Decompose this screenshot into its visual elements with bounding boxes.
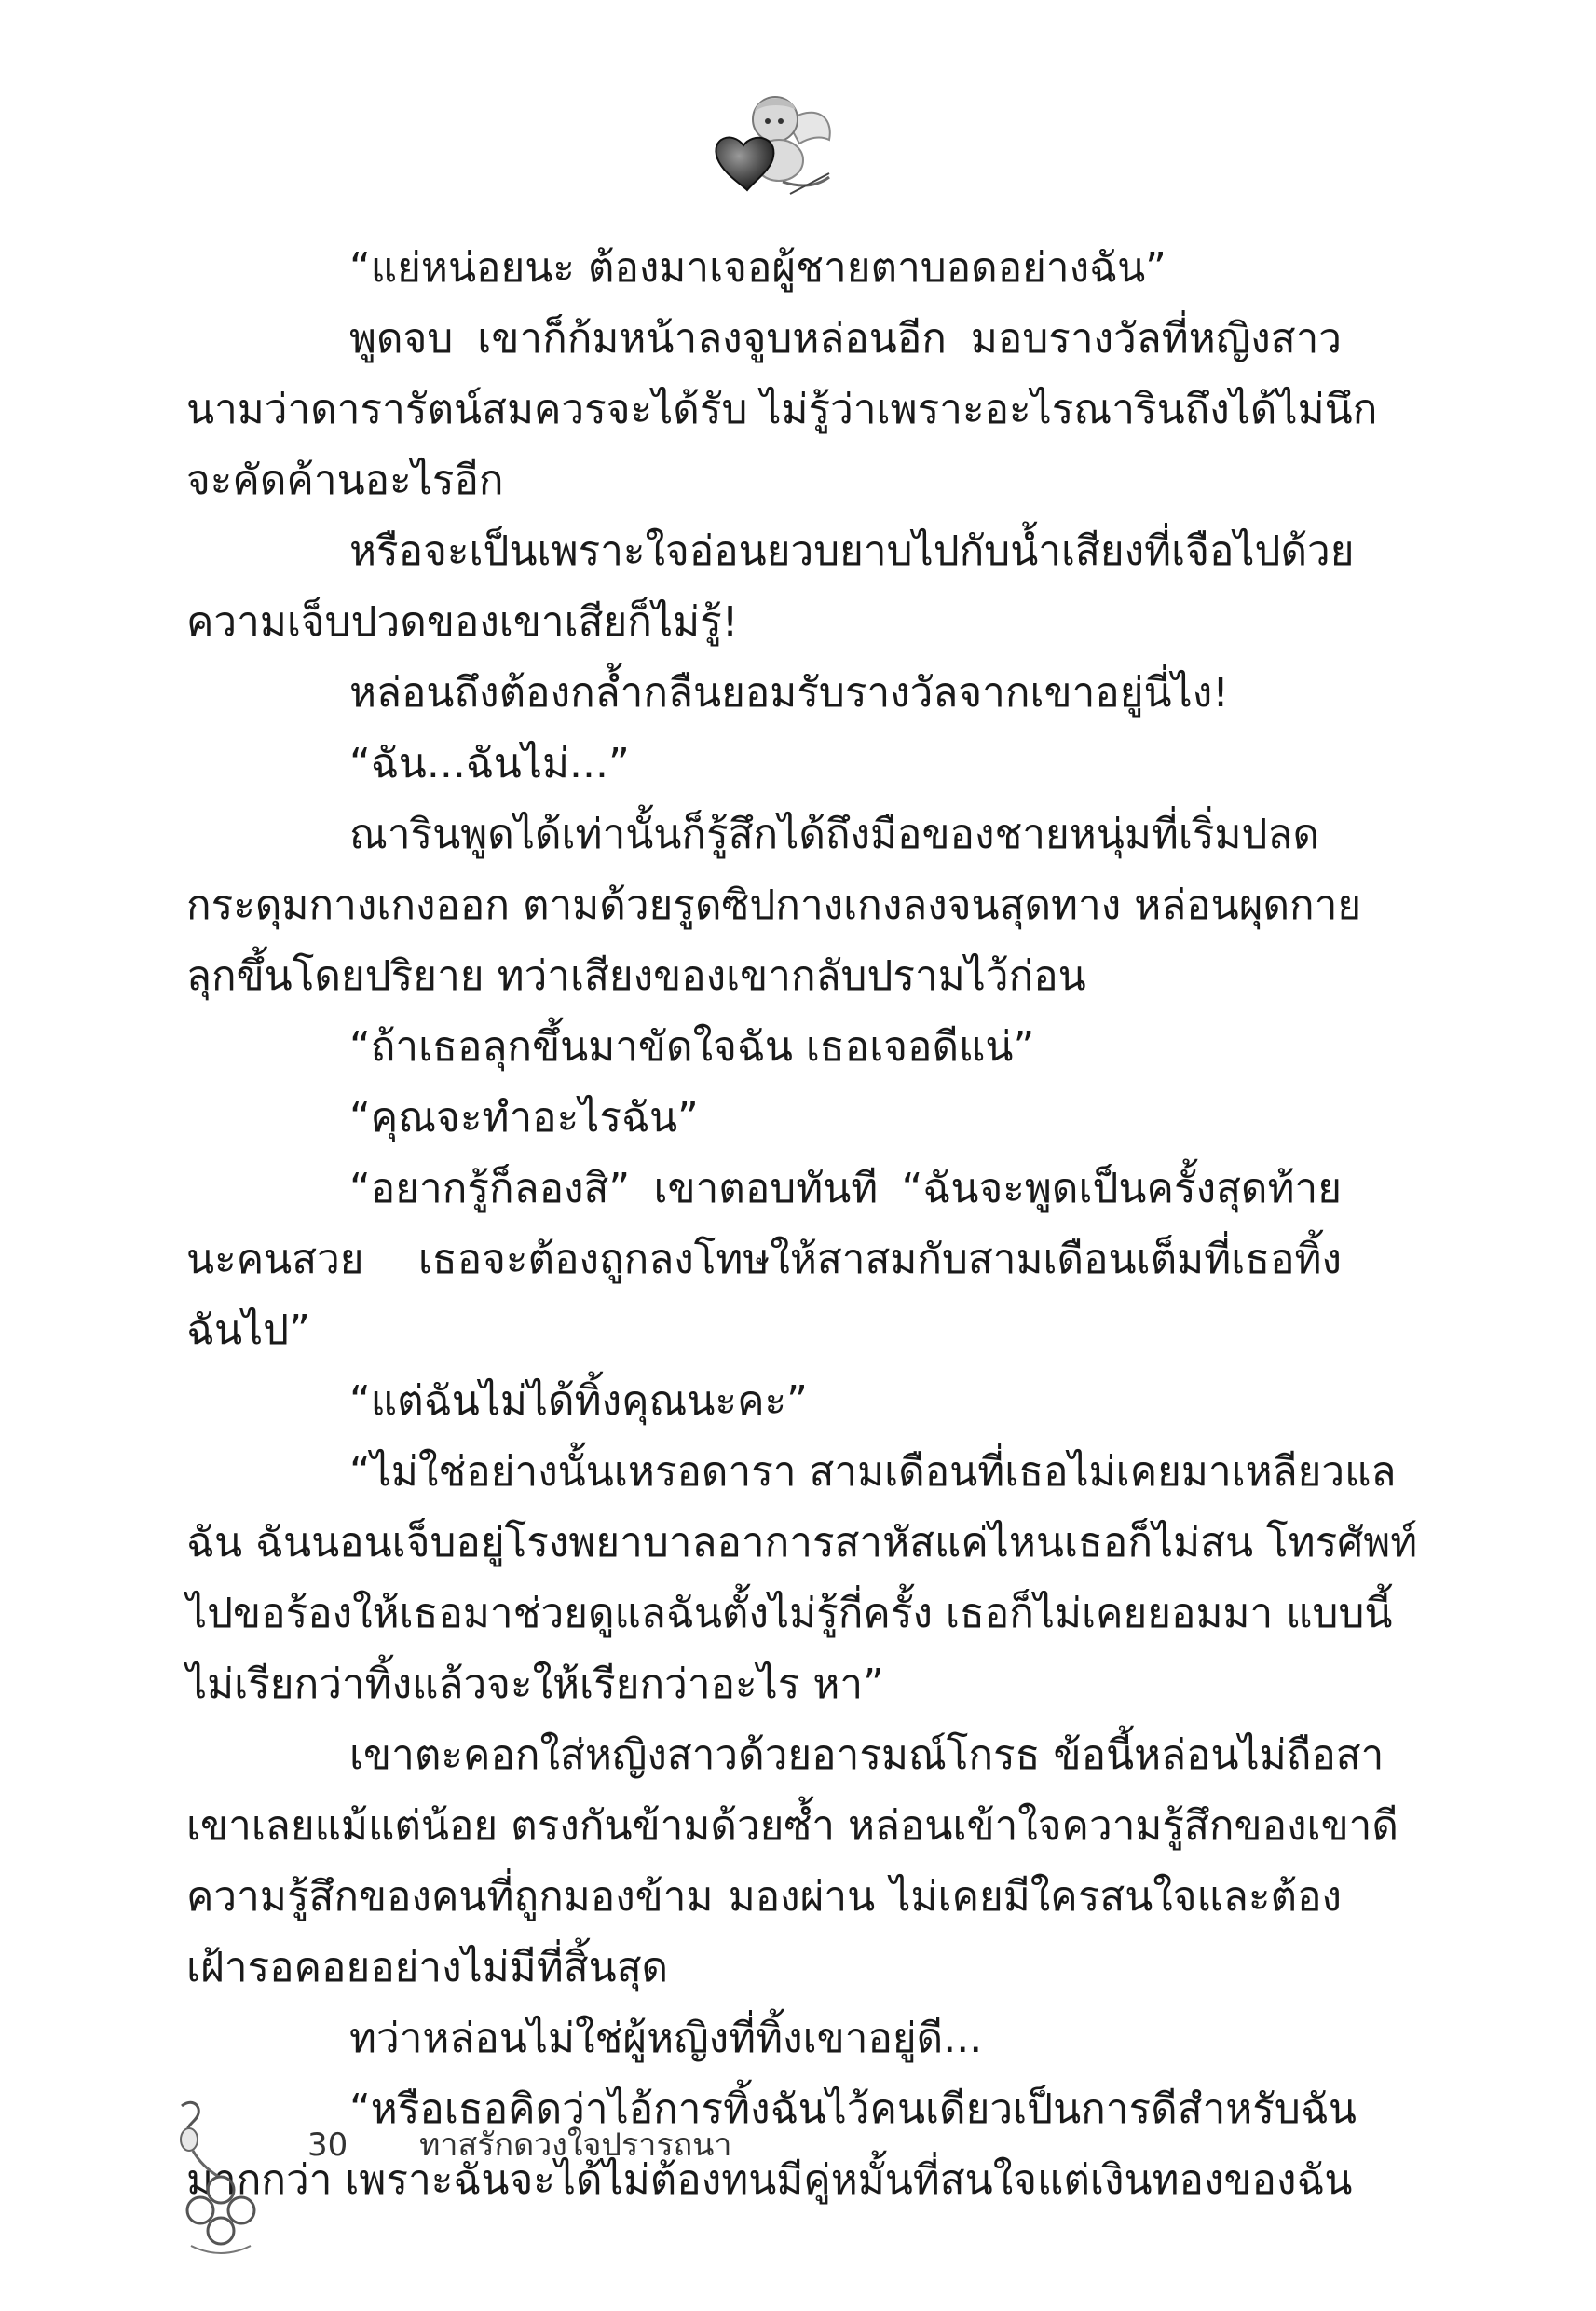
text-line: ความรู้สึกของคนที่ถูกมองข้าม มองผ่าน ไม่เคยมีใครสนใจและต้อง	[186, 1873, 1342, 1921]
text-line: นะคนสวย เธอจะต้องถูกลงโทษให้สาสมกับสามเดือนเต็มที่เธอทิ้ง	[186, 1236, 1342, 1283]
text-line: ความเจ็บปวดของเขาเสียก็ไม่รู้!	[186, 598, 739, 646]
text-line: “คุณจะทำอะไรฉัน”	[349, 1094, 699, 1142]
text-line: ไปขอร้องให้เธอมาช่วยดูแลฉันตั้งไม่รู้กี่ครั้ง เธอก็ไม่เคยยอมมา แบบนี้	[186, 1590, 1393, 1637]
text-line: “อยากรู้ก็ลองสิ” เขาตอบทันที “ฉันจะพูดเป็นครั้งสุดท้าย	[349, 1165, 1342, 1212]
body-text	[186, 233, 1418, 2216]
text-line: หล่อนถึงต้องกล้ำกลืนยอมรับรางวัลจากเขาอยู่นี่ไง!	[349, 669, 1229, 717]
text-line: “ฉัน...ฉันไม่...”	[349, 740, 630, 787]
text-line: กระดุมกางเกงออก ตามด้วยรูดซิปกางเกงลงจนสุดทาง หล่อนผุดกาย	[186, 882, 1362, 929]
text-line: นามว่าดารารัตน์สมควรจะได้รับ ไม่รู้ว่าเพราะอะไรณารินถึงได้ไม่นึก	[186, 386, 1378, 433]
text-line: “แต่ฉันไม่ได้ทิ้งคุณนะคะ”	[349, 1377, 808, 1425]
running-title: ทาสรักดวงใจปรารถนา	[419, 2126, 732, 2164]
text-line: เขาเลยแม้แต่น้อย ตรงกันข้ามด้วยซ้ำ หล่อนเข้าใจความรู้สึกของเขาดี	[186, 1802, 1398, 1850]
text-line: มากกว่า เพราะฉันจะได้ไม่ต้องทนมีคู่หมั้นที่สนใจแต่เงินทองของฉัน	[186, 2156, 1353, 2204]
text-line: “ไม่ใช่อย่างนั้นเหรอดารา สามเดือนที่เธอไม่เคยมาเหลียวแล	[349, 1448, 1397, 1496]
text-line: จะคัดค้านอะไรอีก	[186, 457, 504, 504]
charm-pendant-icon	[163, 2097, 275, 2264]
text-line: “ถ้าเธอลุกขึ้นมาขัดใจฉัน เธอเจอดีแน่”	[349, 1023, 1035, 1071]
text-line: ทว่าหล่อนไม่ใช่ผู้หญิงที่ทิ้งเขาอยู่ดี...	[349, 2015, 983, 2062]
text-line: “หรือเธอคิดว่าไอ้การทิ้งฉันไว้คนเดียวเป็นการดีสำหรับฉัน	[349, 2085, 1357, 2133]
text-line: ไม่เรียกว่าทิ้งแล้วจะให้เรียกว่าอะไร หา”	[186, 1661, 884, 1708]
text-line: พูดจบ เขาก็ก้มหน้าลงจูบหล่อนอีก มอบรางวัลที่หญิงสาว	[349, 315, 1342, 362]
text-line: ลุกขึ้นโดยปริยาย ทว่าเสียงของเขากลับปรามไว้ก่อน	[186, 952, 1086, 1000]
text-line: ฉันไป”	[186, 1306, 310, 1354]
text-line: เขาตะคอกใส่หญิงสาวด้วยอารมณ์โกรธ ข้อนี้หล่อนไม่ถือสา	[349, 1731, 1385, 1779]
page-footer	[163, 2097, 815, 2264]
cupid-with-heart-icon	[699, 84, 839, 205]
page-number: 30	[307, 2126, 348, 2164]
text-line: เฝ้ารอคอยอย่างไม่มีที่สิ้นสุด	[186, 1944, 669, 1991]
text-line: ฉัน ฉันนอนเจ็บอยู่โรงพยาบาลอาการสาหัสแค่ไหนเธอก็ไม่สน โทรศัพท์	[186, 1519, 1418, 1566]
text-line: หรือจะเป็นเพราะใจอ่อนยวบยาบไปกับน้ำเสียงที่เจือไปด้วย	[349, 527, 1355, 575]
text-line: ณารินพูดได้เท่านั้นก็รู้สึกได้ถึงมือของชายหนุ่มที่เริ่มปลด	[349, 811, 1320, 858]
text-line: “แย่หน่อยนะ ต้องมาเจอผู้ชายตาบอดอย่างฉัน”	[349, 244, 1166, 292]
